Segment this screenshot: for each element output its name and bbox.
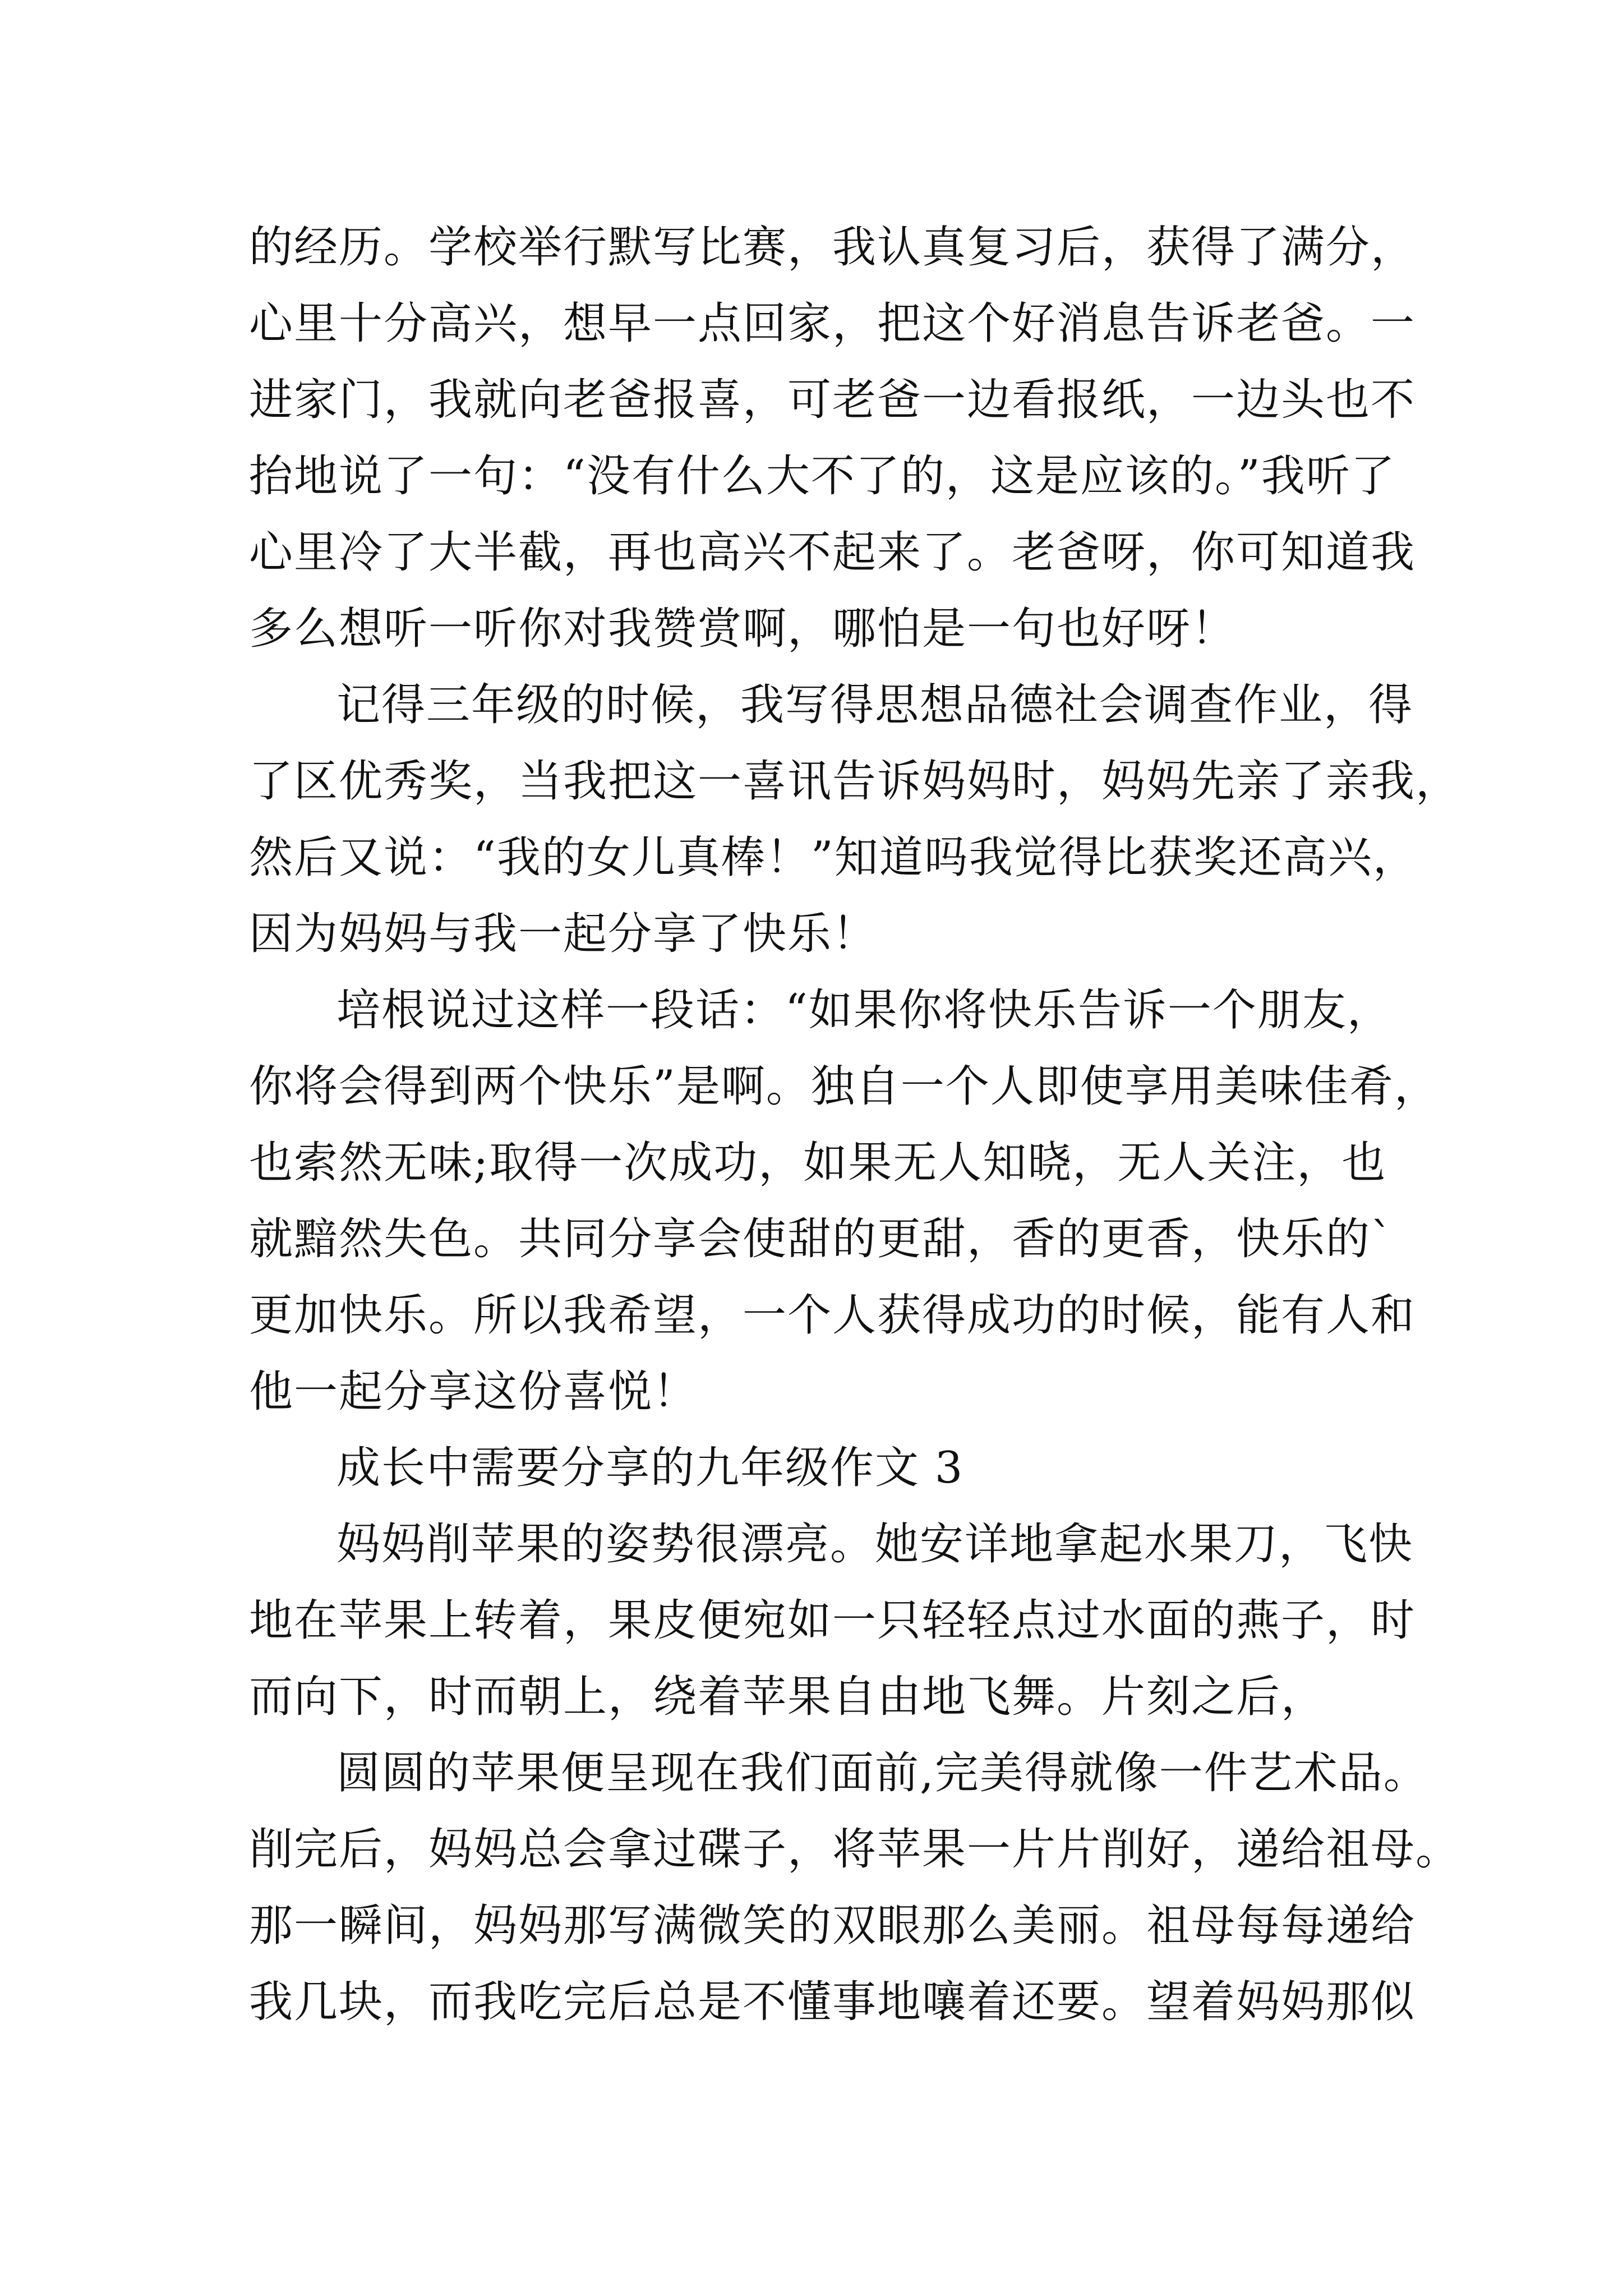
text-line: 我几块，而我吃完后总是不懂事地嚷着还要。望着妈妈那似 bbox=[249, 1977, 1416, 2027]
text-line: 你将会得到两个快乐”是啊。独自一个人即使享用美味佳肴， bbox=[249, 1061, 1439, 1112]
text-line: 而向下，时而朝上，绕着苹果自由地飞舞。片刻之后， bbox=[249, 1672, 1326, 1722]
text-line: 更加快乐。所以我希望，一个人获得成功的时候，能有人和 bbox=[249, 1290, 1416, 1341]
text-line: 也索然无味;取得一次成功，如果无人知晓，无人关注，也 bbox=[249, 1138, 1387, 1188]
text-line: 因为妈妈与我一起分享了快乐！ bbox=[249, 909, 878, 959]
paragraph-start-line: 妈妈削苹果的姿势很漂亮。她安详地拿起水果刀，飞快 bbox=[336, 1519, 1414, 1570]
section-heading: 成长中需要分享的九年级作文 3 bbox=[336, 1443, 964, 1493]
text-line: 那一瞬间，妈妈那写满微笑的双眼那么美丽。祖母每每递给 bbox=[249, 1901, 1416, 1951]
text-line: 他一起分享这份喜悦！ bbox=[249, 1366, 698, 1417]
text-line: 就黯然失色。共同分享会使甜的更甜，香的更香，快乐的` bbox=[249, 1214, 1394, 1264]
text-line: 然后又说：“我的女儿真棒！”知道吗我觉得比获奖还高兴， bbox=[249, 832, 1418, 883]
text-line: 了区优秀奖，当我把这一喜讯告诉妈妈时，妈妈先亲了亲我， bbox=[249, 756, 1461, 807]
text-line: 心里十分高兴，想早一点回家，把这个好消息告诉老爸。一 bbox=[249, 298, 1416, 349]
paragraph-start-line: 记得三年级的时候，我写得思想品德社会调查作业，得 bbox=[336, 680, 1414, 730]
text-line: 的经历。学校举行默写比赛，我认真复习后，获得了满分， bbox=[249, 222, 1416, 273]
paragraph-start-line: 圆圆的苹果便呈现在我们面前,完美得就像一件艺术品。 bbox=[336, 1748, 1428, 1798]
text-line: 进家门，我就向老爸报喜，可老爸一边看报纸，一边头也不 bbox=[249, 375, 1416, 425]
text-line: 多么想听一听你对我赞赏啊，哪怕是一句也好呀！ bbox=[249, 604, 1237, 654]
paragraph-start-line: 培根说过这样一段话：“如果你将快乐告诉一个朋友， bbox=[336, 985, 1392, 1036]
text-line: 抬地说了一句：“没有什么大不了的，这是应该的。”我听了 bbox=[249, 451, 1396, 501]
text-line: 心里冷了大半截，再也高兴不起来了。老爸呀，你可知道我 bbox=[249, 527, 1416, 578]
text-line: 削完后，妈妈总会拿过碟子，将苹果一片片削好，递给祖母。 bbox=[249, 1824, 1461, 1875]
text-line: 地在苹果上转着，果皮便宛如一只轻轻点过水面的燕子，时 bbox=[249, 1595, 1416, 1646]
